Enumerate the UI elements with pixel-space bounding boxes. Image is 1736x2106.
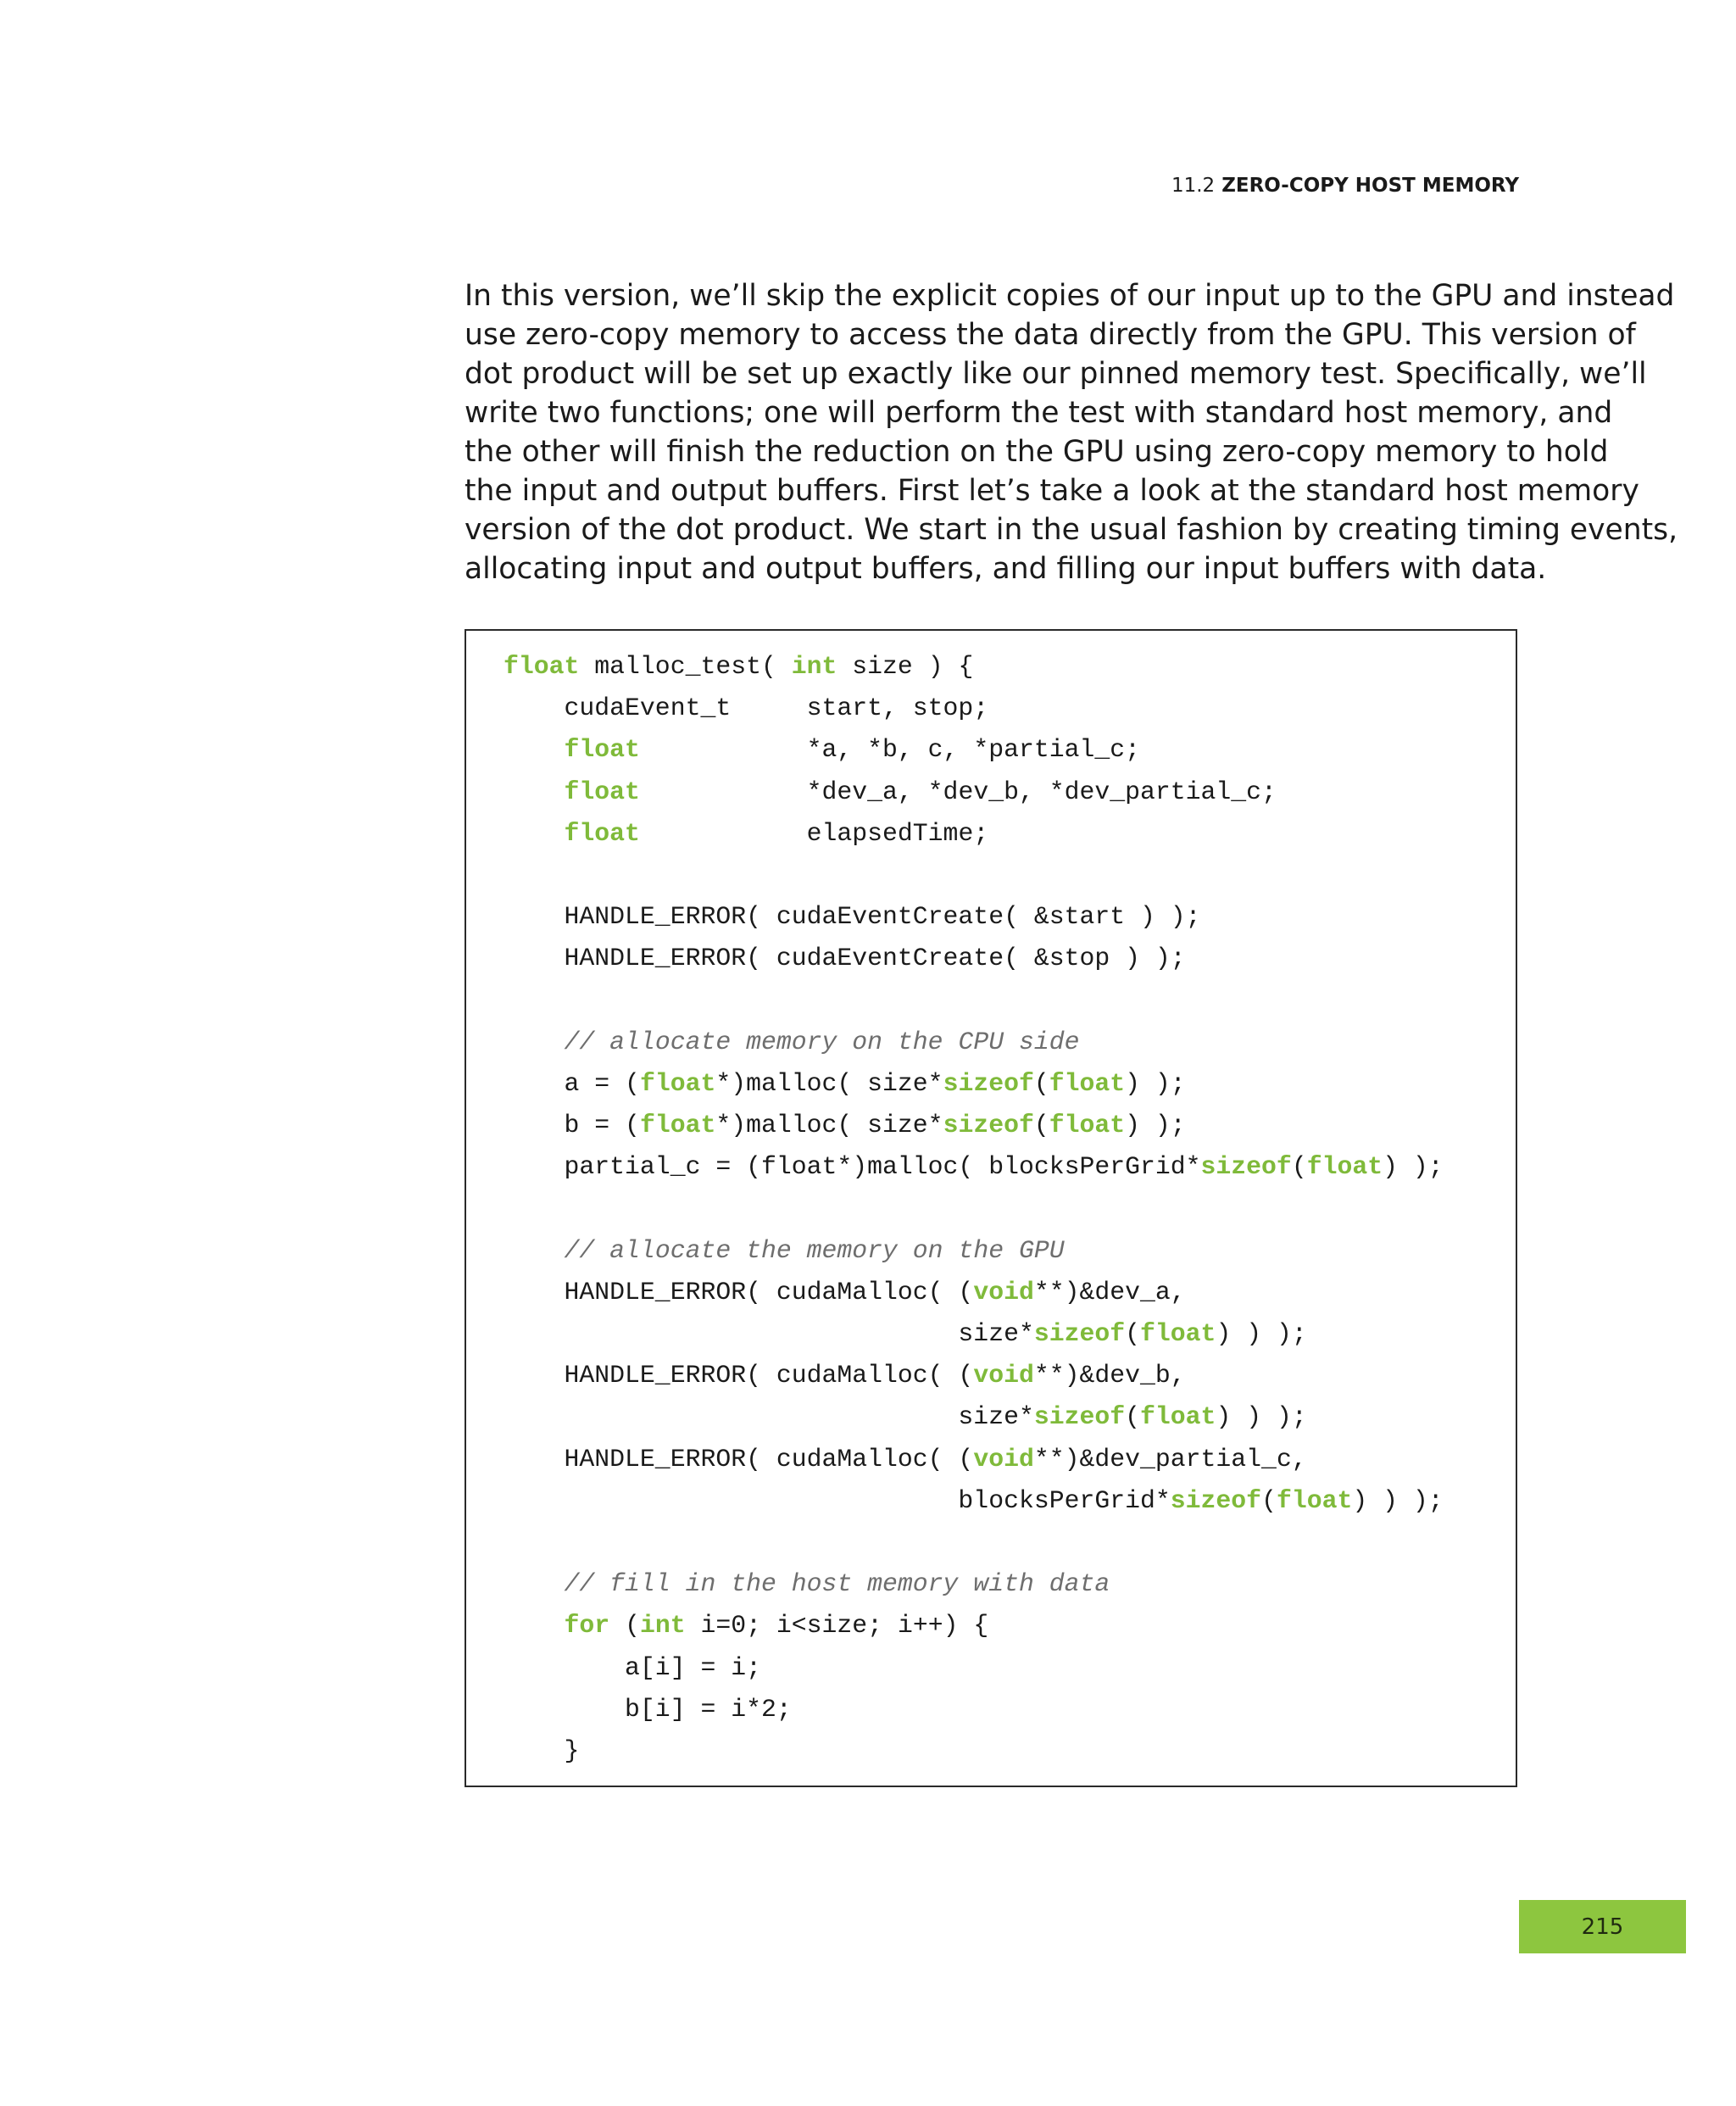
code-text: (	[609, 1611, 640, 1641]
code-text: (	[1125, 1402, 1141, 1432]
code-text: **)&dev_partial_c,	[1033, 1444, 1307, 1474]
code-text: size ) {	[837, 652, 974, 681]
code-keyword: void	[973, 1277, 1034, 1306]
code-text: (	[1125, 1319, 1141, 1348]
page-number-tab	[1519, 1900, 1686, 1953]
code-text: elapsedTime;	[639, 818, 989, 848]
code-line	[504, 1563, 1444, 1605]
code-text: (	[1261, 1485, 1277, 1515]
body-line: In this version, we’ll skip the explicit copies of our input up to the GPU and instead	[465, 279, 1675, 313]
code-line	[504, 1730, 1444, 1772]
code-text: HANDLE_ERROR( cudaMalloc( (	[504, 1277, 974, 1306]
code-keyword: float	[1049, 1068, 1126, 1098]
code-line	[504, 938, 1444, 979]
code-text: (	[1033, 1111, 1049, 1140]
code-line	[504, 855, 1444, 896]
code-text: blocksPerGrid*	[504, 1485, 1171, 1515]
code-keyword: float	[1276, 1485, 1353, 1515]
code-keyword: for	[564, 1611, 610, 1641]
code-keyword: float	[1140, 1319, 1216, 1348]
code-keyword: float	[564, 735, 640, 765]
code-text: *dev_a, *dev_b, *dev_partial_c;	[639, 777, 1277, 806]
code-text	[504, 1611, 565, 1640]
code-text	[504, 1028, 565, 1056]
code-text: *)malloc( size*	[715, 1068, 943, 1098]
code-text: HANDLE_ERROR( cudaMalloc( (	[504, 1444, 974, 1474]
code-text: **)&dev_b,	[1033, 1361, 1186, 1390]
code-line	[504, 688, 1444, 729]
code-line	[504, 1188, 1444, 1229]
code-text: (	[1033, 1068, 1049, 1098]
code-line	[504, 1480, 1444, 1522]
code-line	[504, 813, 1444, 855]
code-keyword: sizeof	[1033, 1402, 1126, 1432]
code-keyword: float	[1140, 1402, 1216, 1432]
code-keyword: sizeof	[943, 1111, 1034, 1140]
code-line	[504, 729, 1444, 771]
code-text: ) ) );	[1216, 1319, 1307, 1348]
code-line	[504, 1146, 1444, 1188]
running-header	[1170, 175, 1519, 197]
code-keyword: float	[639, 1068, 716, 1098]
code-text: a = (	[504, 1068, 640, 1098]
code-line	[504, 1396, 1444, 1438]
section-number: 11.2	[1171, 175, 1216, 197]
section-title: ZERO-COPY HOST MEMORY	[1221, 175, 1519, 197]
code-text: size*	[504, 1319, 1034, 1348]
code-text: malloc_test(	[579, 652, 792, 681]
code-keyword: int	[791, 652, 837, 681]
code-text: ) ) );	[1216, 1402, 1307, 1432]
code-line	[504, 1522, 1444, 1563]
code-text: *)malloc( size*	[715, 1111, 943, 1140]
code-line	[504, 980, 1444, 1022]
code-text: cudaEvent_t start, stop;	[504, 694, 989, 723]
body-line: dot product will be set up exactly like our pinned memory test. Specifically, we’ll	[465, 357, 1647, 391]
code-keyword: float	[564, 777, 640, 806]
code-text	[504, 777, 565, 806]
code-text: (	[1291, 1152, 1307, 1182]
code-text	[504, 1569, 565, 1598]
code-line	[504, 1439, 1444, 1480]
body-line: allocating input and output buffers, and filling our input buffers with data.	[465, 552, 1547, 586]
code-text: ) );	[1125, 1068, 1186, 1098]
code-line	[504, 1230, 1444, 1272]
code-keyword: sizeof	[1200, 1152, 1292, 1182]
code-keyword: int	[639, 1611, 686, 1641]
code-line	[504, 1647, 1444, 1689]
code-keyword: sizeof	[1033, 1319, 1126, 1348]
code-line	[504, 896, 1444, 938]
code-text: b[i] = i*2;	[504, 1694, 792, 1724]
code-text	[504, 819, 565, 848]
body-line: write two functions; one will perform the test with standard host memory, and	[465, 396, 1613, 430]
code-keyword: float	[1306, 1152, 1383, 1182]
code-keyword: float	[639, 1111, 716, 1140]
code-text: size*	[504, 1402, 1034, 1432]
body-line: the input and output buffers. First let’s take a look at the standard host memory	[465, 474, 1639, 508]
code-line	[504, 1063, 1444, 1105]
code-line	[504, 1689, 1444, 1730]
code-keyword: float	[564, 818, 640, 848]
code-comment: // allocate the memory on the GPU	[564, 1235, 1065, 1265]
code-text	[504, 1236, 565, 1265]
code-keyword: void	[973, 1444, 1034, 1474]
code-text: i=0; i<size; i++) {	[685, 1611, 989, 1641]
code-line	[504, 1313, 1444, 1355]
code-keyword: float	[1049, 1111, 1126, 1140]
code-text: ) );	[1125, 1111, 1186, 1140]
code-text: HANDLE_ERROR( cudaEventCreate( &stop ) );	[504, 944, 1186, 973]
code-line	[504, 1272, 1444, 1313]
code-line	[504, 1105, 1444, 1146]
code-keyword: sizeof	[1170, 1485, 1262, 1515]
code-text: **)&dev_a,	[1033, 1277, 1186, 1306]
code-line	[504, 1022, 1444, 1063]
code-comment: // fill in the host memory with data	[564, 1569, 1110, 1599]
code-block	[504, 646, 1444, 1772]
code-keyword: void	[973, 1361, 1034, 1390]
code-text: }	[504, 1736, 580, 1765]
code-text: *a, *b, c, *partial_c;	[639, 735, 1141, 765]
code-line	[504, 772, 1444, 813]
code-line	[504, 1605, 1444, 1646]
code-text: partial_c = (float*)malloc( blocksPerGrid*	[504, 1152, 1201, 1182]
body-line: use zero-copy memory to access the data directly from the GPU. This version of	[465, 318, 1636, 352]
code-line	[504, 1355, 1444, 1396]
body-line: version of the dot product. We start in the usual fashion by creating timing events,	[465, 513, 1678, 547]
code-line	[504, 646, 1444, 688]
code-listing	[465, 629, 1517, 1787]
page-number: 215	[1581, 1914, 1624, 1940]
code-text: a[i] = i;	[504, 1652, 761, 1682]
code-text: HANDLE_ERROR( cudaMalloc( (	[504, 1361, 974, 1390]
code-text: HANDLE_ERROR( cudaEventCreate( &start ) );	[504, 902, 1201, 932]
code-comment: // allocate memory on the CPU side	[564, 1027, 1080, 1056]
code-text	[504, 735, 565, 764]
code-text: ) ) );	[1352, 1485, 1444, 1515]
code-keyword: float	[504, 652, 580, 681]
body-paragraph	[465, 276, 1678, 588]
code-keyword: sizeof	[943, 1068, 1034, 1098]
code-text: b = (	[504, 1111, 640, 1140]
code-text: ) );	[1383, 1152, 1444, 1182]
body-line: the other will finish the reduction on the GPU using zero-copy memory to hold	[465, 435, 1609, 469]
